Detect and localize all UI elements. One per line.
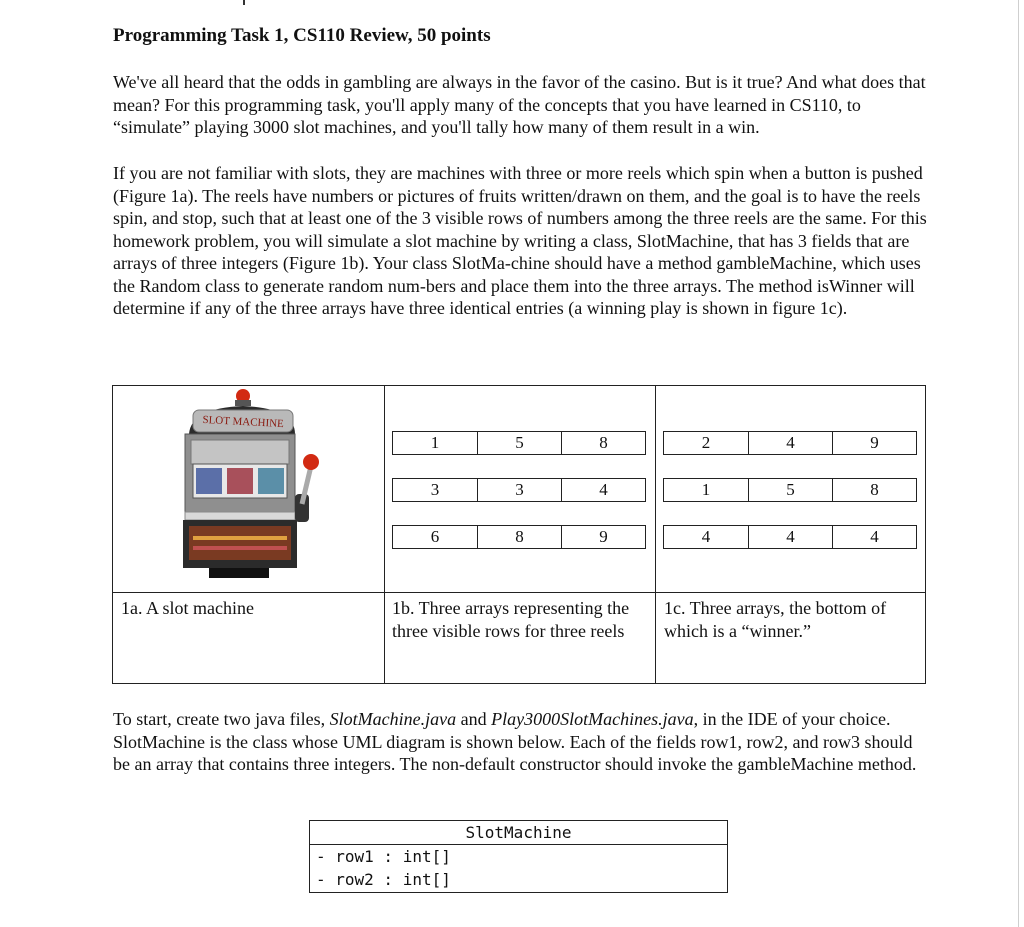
array-cell: 6: [430, 527, 440, 546]
file-name-play3000: Play3000SlotMachines.java: [491, 709, 694, 729]
array-cell: 4: [748, 526, 832, 548]
array-row: [392, 478, 646, 502]
array-cell: 5: [748, 479, 832, 501]
array-cell: 2: [701, 433, 711, 452]
base-artwork: [189, 526, 291, 560]
reel-icon: [227, 468, 253, 494]
caption-1c: 1c. Three arrays, the bottom of which is a “winner.”: [664, 598, 887, 641]
uml-field: - row2 : int[]: [316, 870, 451, 889]
array-cell: 4: [701, 527, 711, 546]
array-cell: 3: [477, 479, 561, 501]
array-row: [663, 478, 917, 502]
reel-icon: [258, 468, 284, 494]
start-paragraph: [113, 708, 931, 776]
document-title: Programming Task 1, CS110 Review, 50 points: [113, 25, 491, 46]
caption-1a: 1a. A slot machine: [121, 598, 254, 618]
marquee-label: SLOT MACHINE: [202, 413, 285, 431]
uml-field: - row1 : int[]: [316, 847, 451, 866]
array-cell: 3: [430, 480, 440, 499]
description-paragraph: If you are not familiar with slots, they are machines with three or more reels which spin when a button is pushed (Figure 1a). The reels have numbers or pictures of fruits written/drawn on them, and the goal is to have the reels spin, and stop, such that at least one of the 3 visible rows of numbers among the three reels are the same. For this homework problem, you will simulate a slot machine by writing a class, SlotMachine, that has 3 fields that are arrays of three integers (Figure 1b). Your class SlotMa-chine should have a method gambleMachine, which uses the Random class to generate random num-bers and place them into the three arrays. The method isWinner will determine if any of the three arrays have three identical entries (a winning play is shown in figure 1c).: [113, 163, 927, 318]
machine-tray: [185, 512, 295, 520]
page-top-mark: [243, 0, 245, 5]
base-artwork-stripe: [193, 536, 287, 540]
array-row: [663, 431, 917, 455]
base-artwork-stripe: [193, 546, 287, 550]
array-cell: 9: [561, 526, 645, 548]
figure-divider: [655, 386, 656, 683]
figure-divider: [384, 386, 385, 683]
array-cell: 1: [701, 480, 711, 499]
start-text: To start, create two java files,: [113, 709, 330, 729]
uml-diagram: [309, 820, 728, 893]
figure-divider: [113, 592, 925, 593]
array-row: [663, 525, 917, 549]
array-cell: 1: [430, 433, 440, 452]
window-frame: [191, 440, 289, 464]
slot-machine-image: [171, 386, 341, 592]
lever-knob-icon: [303, 454, 319, 470]
reel-icon: [196, 468, 222, 494]
array-row: [392, 431, 646, 455]
uml-class-name: SlotMachine: [310, 821, 727, 845]
array-row: [392, 525, 646, 549]
figure-table: [112, 385, 926, 684]
start-text: and: [456, 709, 492, 729]
array-cell: 4: [748, 432, 832, 454]
array-cell: 8: [561, 432, 645, 454]
array-cell: 9: [832, 432, 916, 454]
top-light-base: [235, 400, 251, 406]
coin-tray: [209, 568, 269, 578]
array-cell: 4: [832, 526, 916, 548]
file-name-slotmachine: SlotMachine.java: [329, 709, 457, 729]
array-cell: 5: [477, 432, 561, 454]
intro-paragraph: We've all heard that the odds in gambling are always in the favor of the casino. But is it true? And what does that mean? For this programming task, you'll apply many of the concepts that you have learned in CS110, to “simulate” playing 3000 slot machines, and you'll tally how many of them result in a win.: [113, 72, 926, 137]
array-cell: 8: [832, 479, 916, 501]
array-cell: 8: [477, 526, 561, 548]
start-text: , in the IDE of your choice. SlotMachine is the class whose UML diagram is shown below. Each of the fields row1, row2, and row3 should be an array that contains three integers. The non-default constructor should invoke the gambleMachine method.: [113, 709, 917, 774]
array-cell: 4: [561, 479, 645, 501]
caption-1b: 1b. Three arrays representing the three visible rows for three reels: [392, 598, 630, 641]
